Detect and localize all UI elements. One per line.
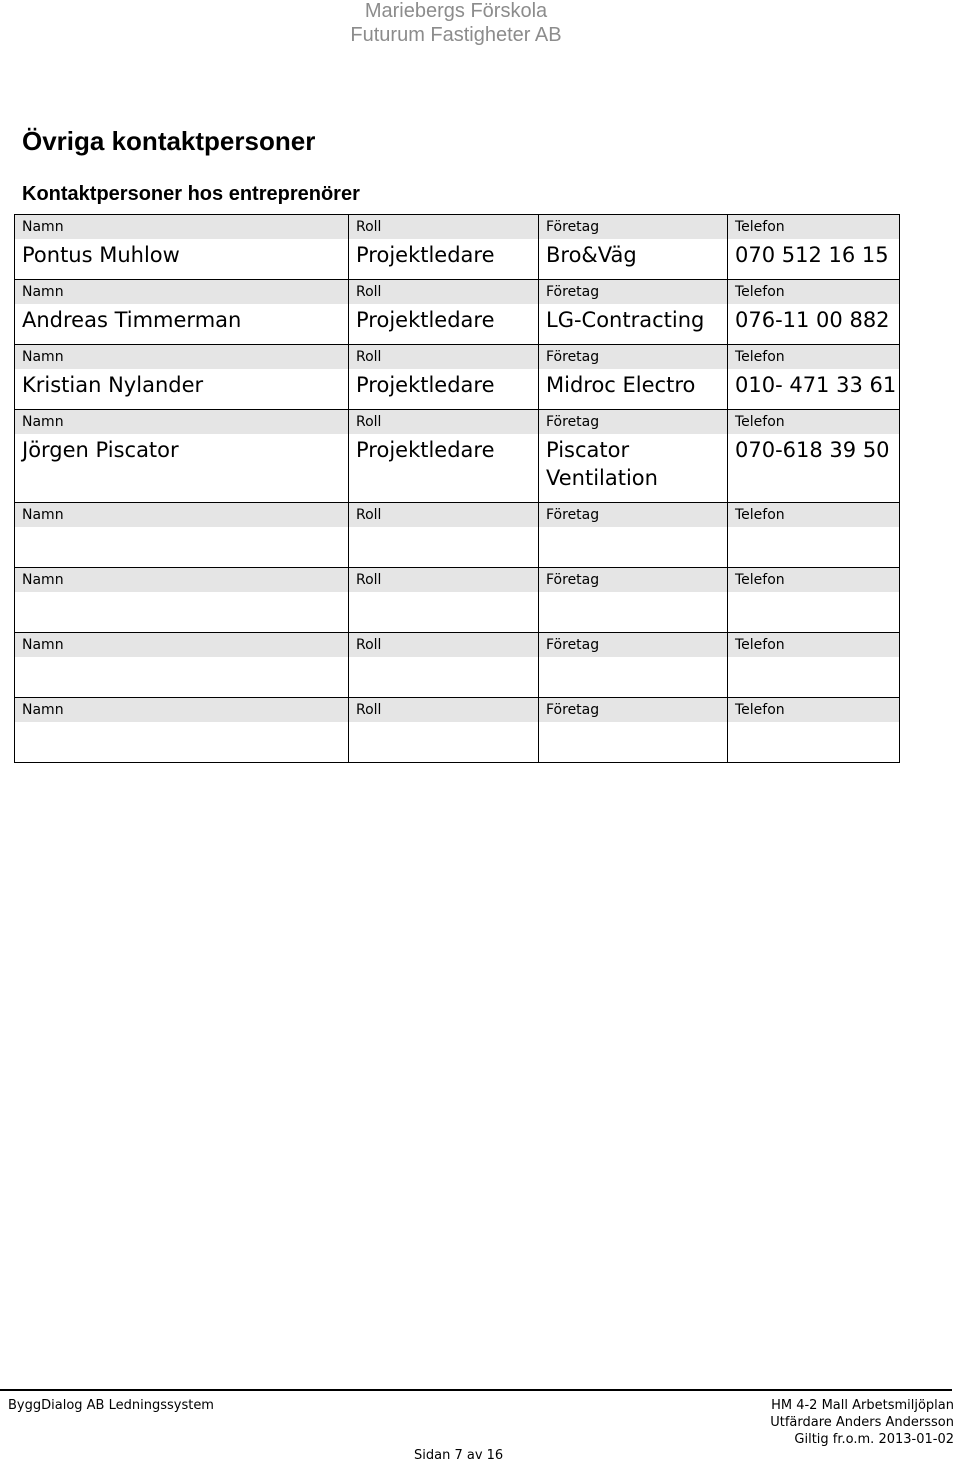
header-school-name: Mariebergs Förskola (364, 0, 548, 22)
label-cell-role (349, 215, 539, 240)
label-cell-company (539, 698, 728, 723)
label-cell-phone (728, 633, 900, 658)
label-cell-role (349, 410, 539, 435)
label-company: Företag (539, 568, 727, 592)
contact-label-row (15, 698, 900, 723)
contact-company: Piscator Ventilation (539, 434, 728, 503)
contacts-table (14, 214, 900, 763)
label-cell-phone (728, 568, 900, 593)
label-name: Namn (15, 280, 348, 304)
label-role: Roll (349, 280, 538, 304)
label-cell-role (349, 568, 539, 593)
contact-role: Projektledare (349, 369, 539, 410)
contact-value-row (15, 527, 900, 568)
label-company: Företag (539, 215, 727, 239)
label-cell-phone (728, 410, 900, 435)
label-cell-company (539, 345, 728, 370)
label-phone: Telefon (728, 345, 899, 369)
contacts-table-body (15, 215, 900, 763)
label-cell-role (349, 633, 539, 658)
footer-document-id: HM 4-2 Mall Arbetsmiljöplan (771, 1398, 954, 1413)
contact-role: Projektledare (349, 304, 539, 345)
contact-name: Kristian Nylander (15, 369, 349, 410)
label-name: Namn (15, 215, 348, 239)
contact-label-row (15, 503, 900, 528)
label-role: Roll (349, 503, 538, 527)
label-phone: Telefon (728, 633, 899, 657)
label-cell-phone (728, 503, 900, 528)
contact-name (15, 527, 349, 568)
contact-label-row (15, 410, 900, 435)
contact-role (349, 657, 539, 698)
label-cell-name (15, 345, 349, 370)
contact-name (15, 722, 349, 763)
label-company: Företag (539, 503, 727, 527)
contact-phone (728, 527, 900, 568)
label-cell-role (349, 345, 539, 370)
contact-company (539, 722, 728, 763)
label-name: Namn (15, 410, 348, 434)
contact-company (539, 527, 728, 568)
contact-phone: 070 512 16 15 (728, 239, 900, 280)
label-company: Företag (539, 345, 727, 369)
label-cell-name (15, 568, 349, 593)
contact-value-row (15, 592, 900, 633)
label-phone: Telefon (728, 280, 899, 304)
label-cell-role (349, 503, 539, 528)
contact-value-row (15, 239, 900, 280)
footer-divider (0, 1389, 952, 1391)
label-role: Roll (349, 345, 538, 369)
label-name: Namn (15, 633, 348, 657)
contact-company (539, 592, 728, 633)
footer-issuer: Utfärdare Anders Andersson (770, 1415, 954, 1430)
label-name: Namn (15, 503, 348, 527)
contact-value-row (15, 434, 900, 503)
contact-phone: 010- 471 33 61 (728, 369, 900, 410)
label-company: Företag (539, 410, 727, 434)
contact-label-row (15, 568, 900, 593)
label-role: Roll (349, 698, 538, 722)
label-cell-company (539, 633, 728, 658)
label-cell-name (15, 698, 349, 723)
contact-name (15, 657, 349, 698)
contact-role (349, 592, 539, 633)
page-title: Övriga kontaktpersoner (22, 126, 316, 156)
contact-phone: 076-11 00 882 (728, 304, 900, 345)
contact-role (349, 722, 539, 763)
contact-value-row (15, 369, 900, 410)
label-name: Namn (15, 698, 348, 722)
label-cell-name (15, 280, 349, 305)
contact-phone: 070-618 39 50 (728, 434, 900, 503)
contact-role (349, 527, 539, 568)
label-cell-company (539, 410, 728, 435)
label-cell-phone (728, 280, 900, 305)
label-role: Roll (349, 215, 538, 239)
label-cell-name (15, 633, 349, 658)
label-cell-company (539, 280, 728, 305)
contact-label-row (15, 215, 900, 240)
contact-role: Projektledare (349, 434, 539, 503)
contact-company: Midroc Electro (539, 369, 728, 410)
contact-phone (728, 657, 900, 698)
contact-role: Projektledare (349, 239, 539, 280)
contact-name (15, 592, 349, 633)
label-name: Namn (15, 345, 348, 369)
contact-label-row (15, 633, 900, 658)
label-company: Företag (539, 633, 727, 657)
contact-label-row (15, 345, 900, 370)
contact-company: Bro&Väg (539, 239, 728, 280)
contact-value-row (15, 722, 900, 763)
contact-company (539, 657, 728, 698)
label-phone: Telefon (728, 568, 899, 592)
contact-value-row (15, 304, 900, 345)
label-cell-name (15, 215, 349, 240)
label-cell-company (539, 568, 728, 593)
label-role: Roll (349, 568, 538, 592)
header-company-name: Futurum Fastigheter AB (350, 24, 562, 46)
footer-valid-from: Giltig fr.o.m. 2013-01-02 (794, 1432, 954, 1447)
contact-name: Andreas Timmerman (15, 304, 349, 345)
label-cell-company (539, 503, 728, 528)
label-company: Företag (539, 280, 727, 304)
label-cell-phone (728, 345, 900, 370)
label-role: Roll (349, 410, 538, 434)
contact-name: Jörgen Piscator (15, 434, 349, 503)
label-cell-role (349, 698, 539, 723)
label-phone: Telefon (728, 215, 899, 239)
contact-label-row (15, 280, 900, 305)
contact-phone (728, 592, 900, 633)
label-phone: Telefon (728, 410, 899, 434)
label-cell-company (539, 215, 728, 240)
label-cell-role (349, 280, 539, 305)
page-number: Sidan 7 av 16 (414, 1448, 504, 1463)
label-phone: Telefon (728, 503, 899, 527)
label-cell-name (15, 503, 349, 528)
footer-system-name: ByggDialog AB Ledningssystem (8, 1398, 214, 1413)
label-cell-name (15, 410, 349, 435)
contact-name: Pontus Muhlow (15, 239, 349, 280)
label-cell-phone (728, 698, 900, 723)
label-name: Namn (15, 568, 348, 592)
label-cell-phone (728, 215, 900, 240)
contact-company: LG-Contracting (539, 304, 728, 345)
label-role: Roll (349, 633, 538, 657)
label-company: Företag (539, 698, 727, 722)
section-title: Kontaktpersoner hos entreprenörer (22, 183, 360, 205)
contact-phone (728, 722, 900, 763)
contact-value-row (15, 657, 900, 698)
label-phone: Telefon (728, 698, 899, 722)
